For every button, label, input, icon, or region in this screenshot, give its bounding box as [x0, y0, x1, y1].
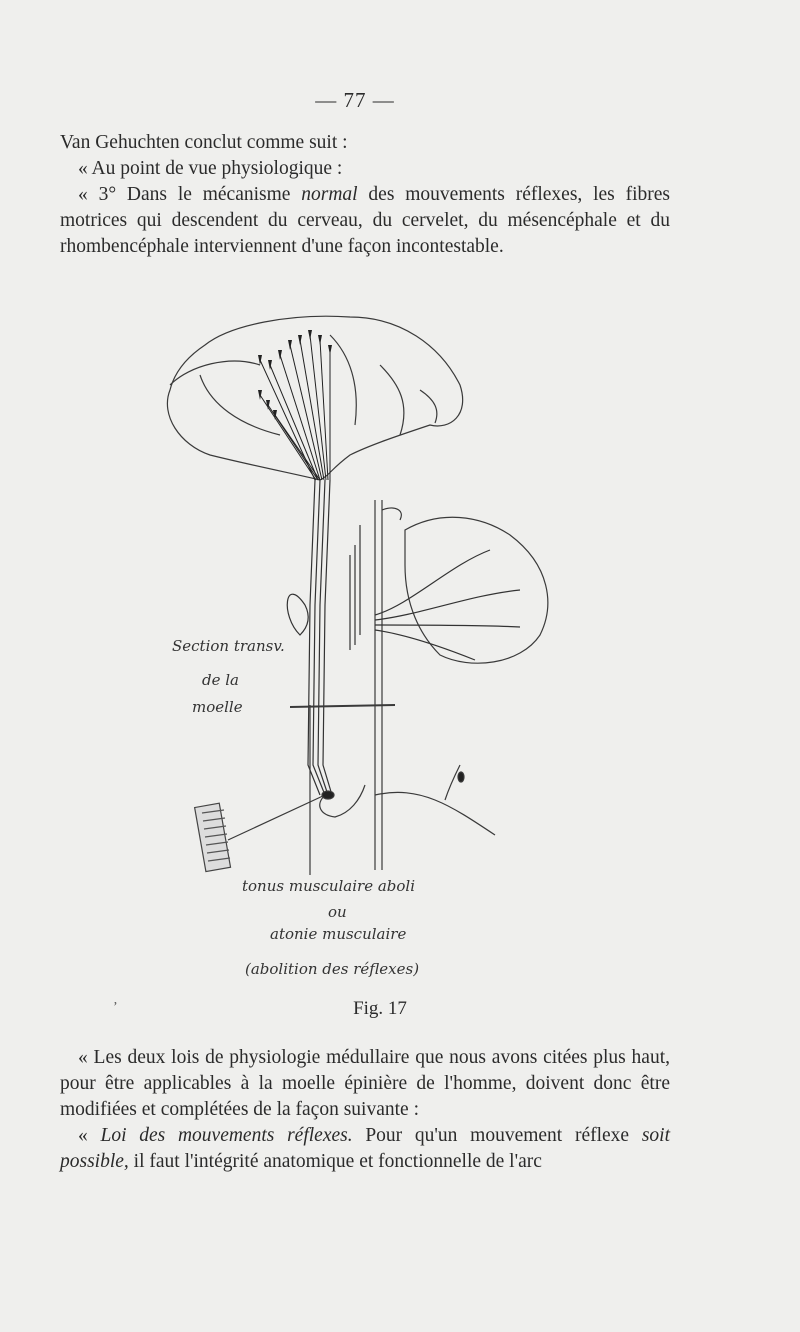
label-atonie: atonie musculaire [270, 925, 407, 943]
cortical-neurons [260, 335, 330, 480]
label-section-transverse: Section transv. [172, 637, 285, 655]
paragraph-start: « 3° Dans le mécanisme [78, 184, 302, 205]
law-text-end: il faut l'intégrité anatomique et fonctionnelle de l'arc [128, 1151, 542, 1172]
label-de-la: de la [202, 671, 239, 689]
bottom-text-block [60, 1045, 670, 1175]
law-title: Loi des mouvements réflexes. [100, 1125, 353, 1146]
italic-normal: normal [301, 184, 358, 205]
transverse-section-bar [290, 705, 395, 707]
paragraph-reflex-law [60, 1123, 670, 1175]
quote-mark: « [78, 1125, 101, 1146]
page-number: — 77 — [315, 88, 395, 112]
striated-muscle [195, 803, 231, 871]
top-text-block [60, 130, 670, 260]
nervous-system-diagram [150, 305, 570, 1015]
sensory-branch [445, 765, 460, 800]
label-ou: ou [328, 903, 347, 921]
figure-caption: Fig. 17 [353, 998, 407, 1019]
muscle-outline [405, 517, 548, 663]
label-moelle: moelle [192, 698, 243, 716]
label-abolition: (abolition des réflexes) [245, 960, 420, 978]
paragraph-laws: « Les deux lois de physiologie médullaire que nous avons citées plus haut, pour être applicables à la moelle épinière de l'homme, doivent donc être modifiées et complétées de la façon suivante : [60, 1047, 670, 1120]
brain-outline [167, 316, 462, 480]
motor-cell-body [322, 791, 334, 799]
intro-line: Van Gehuchten conclut comme suit : [60, 132, 348, 153]
brain-fold-5 [420, 390, 437, 423]
paragraph-end: des mouvements réflexes, les fibres motrices qui descendent du cerveau, du cervelet, du mésencéphale et du rhombencéphale interviennent d'une façon incontestable. [60, 184, 670, 257]
brain-fold-4 [380, 365, 404, 435]
law-text-mid: Pour qu'un mouvement réflexe [352, 1125, 642, 1146]
sensory-nerve-right [375, 792, 495, 835]
figure-17 [150, 305, 570, 1015]
soit-possible: soit possible, [60, 1125, 670, 1172]
stray-mark: ’ [113, 1000, 118, 1015]
quote-line: « Au point de vue physiologique : [78, 158, 343, 179]
brain-fold-3 [330, 335, 356, 425]
ganglion [287, 594, 308, 635]
sensory-ending [458, 772, 464, 782]
label-tonus: tonus musculaire aboli [242, 877, 416, 895]
quote-paragraph [60, 182, 670, 260]
